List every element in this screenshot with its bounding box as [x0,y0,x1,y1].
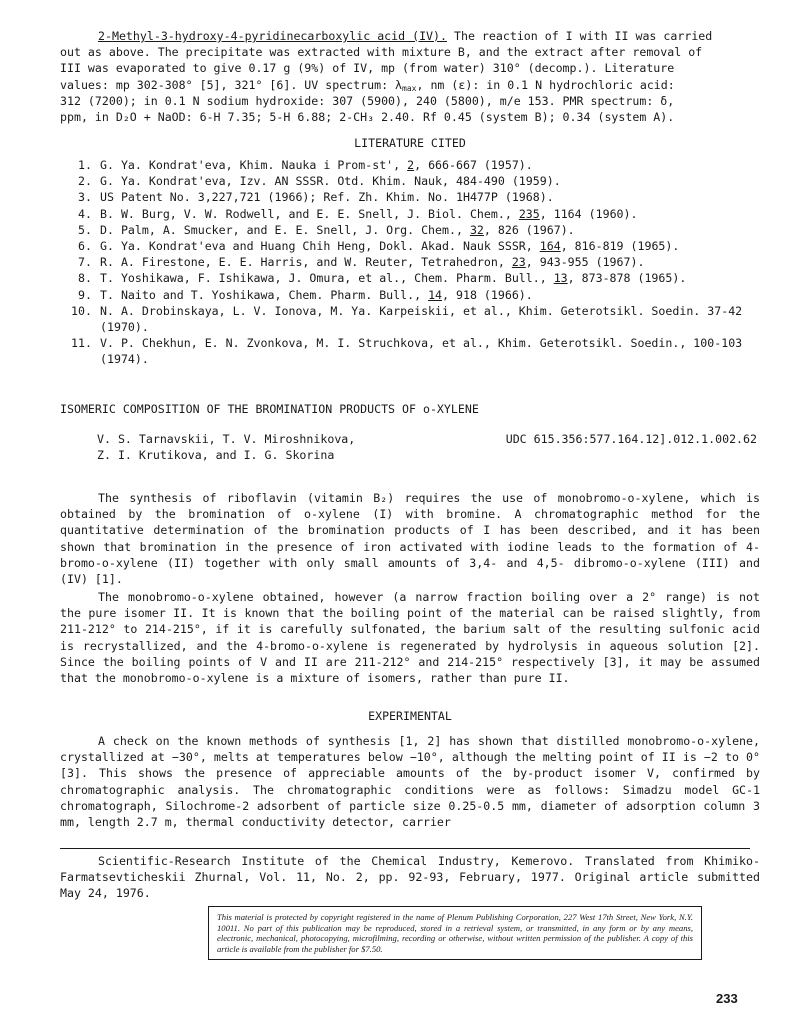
reference-item: 7. R. A. Firestone, E. E. Harris, and W. Reuter, Tetrahedron, 23, 943-955 (1967). [78,255,645,270]
reference-item: 3. US Patent No. 3,227,721 (1966); Ref. Zh. Khim. No. 1H477P (1968). [78,190,554,205]
reference-item: 6. G. Ya. Kondrat'eva and Huang Chih Heng, Dokl. Akad. Nauk SSSR, 164, 816-819 (1965). [78,239,680,254]
reference-item: 5. D. Palm, A. Smucker, and E. E. Snell, J. Org. Chem., 32, 826 (1967). [78,222,575,237]
intro-line-4: values: mp 302-308° [5], 321° [6]. UV spectrum: $\lambda_{max}$, nm (ε): in 0.1 N hydrochloric acid: [60,77,675,93]
literature-heading: LITERATURE CITED [354,136,466,150]
intro-paragraph [60,28,760,125]
compound-title: 2-Methyl-3-hydroxy-4-pyridinecarboxylic acid (IV). [98,29,448,43]
reference-item: 8. T. Yoshikawa, F. Ishikawa, J. Omura, et al., Chem. Pharm. Bull., 13, 873-878 (1965). [78,271,687,286]
authors-line-2: Z. I. Krutikova, and I. G. Skorina [97,448,335,463]
reference-list [60,157,760,368]
footnote: Scientific-Research Institute of the Chemical Industry, Kemerovo. Translated from Khimiko-Farmatsevticheskii Zhurnal, Vol. 11, No. 2, pp. 92-93, February, 1977. Original article submitted May 24, 1976. [60,854,760,901]
reference-item: 11. V. P. Chekhun, E. N. Zvonkova, M. I. Struchkova, et al., Khim. Geterotsikl. Soedin., 100-103 (1974). [71,336,743,367]
footnote-rule [60,848,750,849]
experimental-heading: EXPERIMENTAL [368,709,452,723]
copyright-notice: This material is protected by copyright registered in the name of Plenum Publishing Corporation, 227 West 17th Street, New York, N.Y. 10011. No part of this publication may be reproduced, stored in a retrieval system, or transmitted, in any form or by any means, electronic, mechanical, photocopying, microfilming, recording or otherwise, without written permission of the publisher. A copy of this article is available from the publisher for $7.50. [208,906,702,960]
body-paragraph-3: A check on the known methods of synthesis [1, 2] has shown that distilled monobromo-o-xylene, crystallized at −30°, melts at temperatures below −10°, although the melting point of II is −2 to 0° [3]. This shows the presence of appreciable amounts of the by-product isomer V, confirmed by chromatographic analysis. The chromatographic conditions were as follows: Simadzu model GC-1 chromatograph, Silochrome-2 adsorbent of particle size 0.25-0.5 mm, diameter of adsorption column 3 mm, length 2.7 m, thermal conductivity detector, carrier [60,734,760,830]
reference-item: 9. T. Naito and T. Yoshikawa, Chem. Pharm. Bull., 14, 918 (1966). [78,287,533,302]
reference-item: 10. N. A. Drobinskaya, L. V. Ionova, M. Ya. Karpeiskii, et al., Khim. Geterotsikl. Soedin. 37-42 (1970). [71,303,743,335]
reference-item: 1. G. Ya. Kondrat'eva, Khim. Nauka i Prom-st', 2, 666-667 (1957). [78,158,533,172]
intro-line-2: out as above. The precipitate was extracted with mixture B, and the extract after removal of [60,45,703,60]
page-number: 233 [716,991,738,1006]
authors-line-1: V. S. Tarnavskii, T. V. Miroshnikova, [97,432,356,446]
intro-line-1: The reaction of I with II was carried [447,29,713,43]
body-paragraph-2: The monobromo-o-xylene obtained, however (a narrow fraction boiling over a 2° range) is not the pure isomer II. It is known that the boiling point of the material can be raised slightly, from 211-212° to 214-215°, if it is carefully sulfonated, the barium salt of the resulting sulfonic acid is recrystallized, and the 4-bromo-o-xylene is regenerated by hydrolysis in aqueous solution [2]. Since the boiling points of V and II are 211-212° and 214-215° respectively [3], it may be assumed that the monobromo-o-xylene is a mixture of isomers, rather than pure II. [60,590,760,686]
udc-code: UDC 615.356:577.164.12].012.1.002.62 [505,432,757,446]
body-paragraph-1: The synthesis of riboflavin (vitamin B₂) requires the use of monobromo-o-xylene, which is obtained by the bromination of o-xylene (I) with bromine. A chromatographic method for the quantitative determination of the bromination products of I has been described, and it has been shown that bromination in the presence of iron activated with iodine leads to the formation of 4-bromo-o-xylene (II) together with only small amounts of 3,4- and 4,5- dibromo-o-xylene (III) and (IV) [1]. [60,491,760,587]
intro-line-5: 312 (7200); in 0.1 N sodium hydroxide: 307 (5900), 240 (5800), m/e 153. PMR spectrum: δ, [60,93,675,108]
intro-line-3: III was evaporated to give 0.17 g (9%) of IV, mp (from water) 310° (decomp.). Literature [60,61,675,76]
reference-item: 4. B. W. Burg, V. W. Rodwell, and E. E. Snell, J. Biol. Chem., 235, 1164 (1960). [78,206,638,221]
author-block [97,431,757,463]
reference-item: 2. G. Ya. Kondrat'eva, Izv. AN SSSR. Otd. Khim. Nauk, 484-490 (1959). [78,174,561,189]
article-title: ISOMERIC COMPOSITION OF THE BROMINATION PRODUCTS OF o-XYLENE [60,402,479,416]
intro-line-6: ppm, in D₂O + NaOD: 6-H 7.35; 5-H 6.88; 2-CH₃ 2.40. Rf 0.45 (system B); 0.34 (system A). [60,110,675,125]
